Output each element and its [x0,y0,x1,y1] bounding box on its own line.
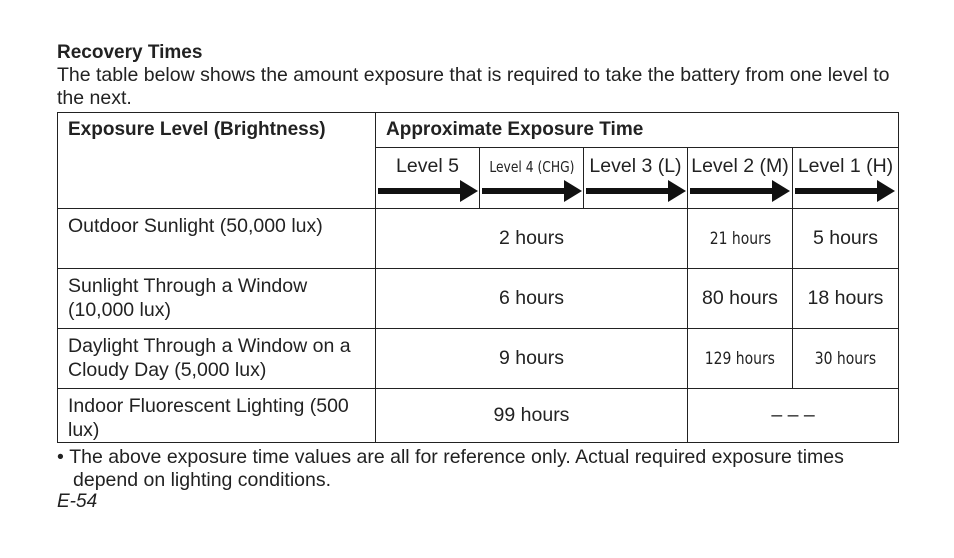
level-label: Level 4 (CHG) [489,158,575,176]
approx-exposure-time-header: Approximate Exposure Time [376,113,899,148]
level-2-header [688,148,793,209]
header-row-top [58,113,899,148]
recovery-times-table [57,112,899,443]
level-label: Level 1 (H) [797,155,894,177]
merged-time-cell: 6 hours [376,269,688,329]
arrow-right-icon [482,180,582,202]
level2-time-cell: 80 hours [688,269,793,329]
note-text: The above exposure time values are all for reference only. Actual required exposure times depend on lighting conditions. [69,446,844,491]
table-row [58,389,899,443]
intro-paragraph: The table below shows the amount exposure that is required to take the battery from one level to the next. [57,64,890,109]
merged-time-cell: 2 hours [376,209,688,269]
manual-page [57,42,898,512]
level-3-header [584,148,688,209]
level1-time-cell: 18 hours [793,269,899,329]
level-label: Level 3 (L) [589,155,682,177]
table-row [58,209,899,269]
level-4-header [480,148,584,209]
level-label: Level 2 (M) [691,155,789,177]
condition-cell: Sunlight Through a Window (10,000 lux) [58,269,376,329]
level1-time-cell: 5 hours [793,209,899,269]
level2-time-cell: 129 hours [688,329,793,389]
reference-note [57,446,898,492]
level-label: Level 5 [396,155,459,177]
exposure-level-header: Exposure Level (Brightness) [58,113,376,209]
page-number: E-54 [57,491,98,512]
bullet: • [57,446,64,468]
level-5-header [376,148,480,209]
level-1-header [793,148,899,209]
merged-time-cell: 9 hours [376,329,688,389]
table-row [58,269,899,329]
condition-cell: Outdoor Sunlight (50,000 lux) [58,209,376,269]
arrow-right-icon [378,180,478,202]
condition-cell: Indoor Fluorescent Lighting (500 lux) [58,389,376,443]
merged-time-cell: 99 hours [376,389,688,443]
arrow-right-icon [690,180,790,202]
arrow-right-icon [586,180,686,202]
level2-time-cell: 21 hours [688,209,793,269]
table-row [58,329,899,389]
not-applicable-cell: – – – [688,389,899,443]
level1-time-cell: 30 hours [793,329,899,389]
section-heading: Recovery Times [57,42,203,63]
condition-cell: Daylight Through a Window on a Cloudy Day (5,000 lux) [58,329,376,389]
arrow-right-icon [795,180,895,202]
